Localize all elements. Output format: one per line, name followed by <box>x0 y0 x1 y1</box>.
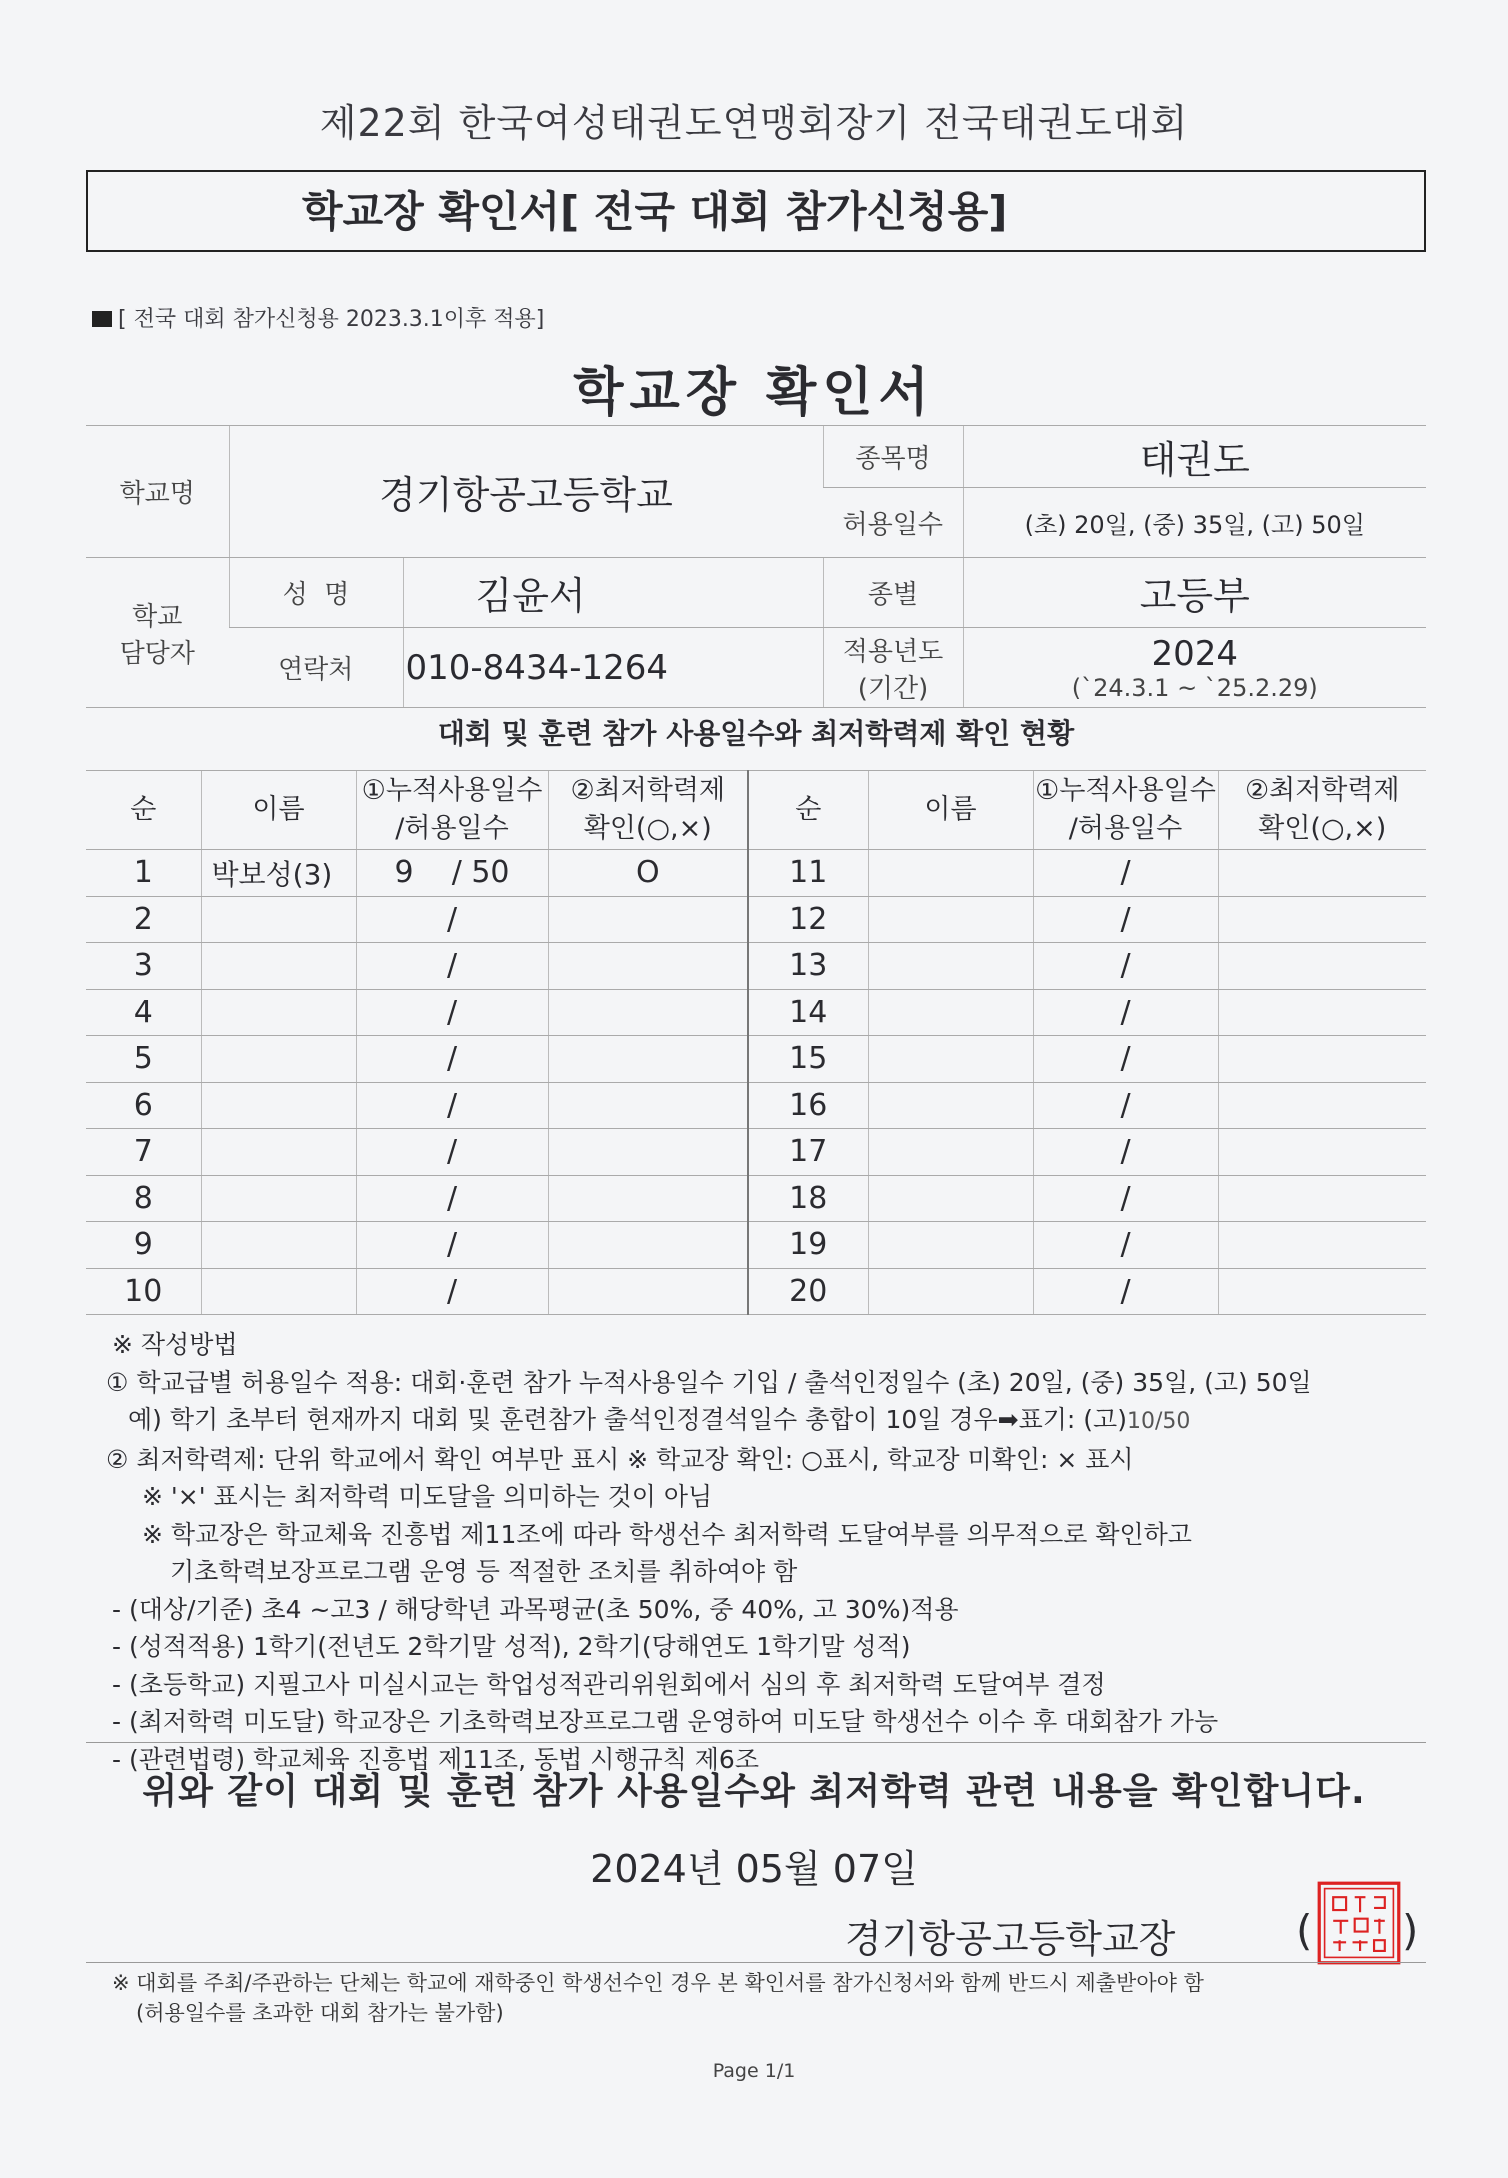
header-academic-line2: 확인(○,×) <box>583 813 712 844</box>
sport-value: 태권도 <box>963 426 1426 488</box>
row-academic <box>1218 989 1426 1036</box>
row-name <box>868 1175 1033 1222</box>
manager-name: 김윤서 <box>403 558 823 628</box>
principal-name: 경기항공고등학교장 <box>845 1917 1176 1961</box>
row-name <box>868 943 1033 990</box>
table-row <box>86 1082 1426 1129</box>
row-name <box>868 1129 1033 1176</box>
header-academic-right-line2: 확인(○,×) <box>1258 813 1387 844</box>
row-days: / <box>1033 1222 1218 1269</box>
row-days: / <box>356 1036 548 1083</box>
row-name <box>868 1036 1033 1083</box>
row-number: 10 <box>86 1268 201 1315</box>
instruction-line: - (최저학력 미도달) 학교장은 기초학력보장프로그램 운영하여 미도달 학생선수 이수 후 대회참가 가능 <box>112 1707 1219 1736</box>
header-days <box>356 771 548 850</box>
row-days: / <box>356 943 548 990</box>
row-days: / <box>356 1082 548 1129</box>
row-academic <box>1218 1082 1426 1129</box>
row-number: 18 <box>748 1175 868 1222</box>
form-title-box: 학교장 확인서[ 전국 대회 참가신청용] <box>86 170 1426 252</box>
row-days: / <box>356 989 548 1036</box>
row-name <box>868 1082 1033 1129</box>
seal-paren-right: ) <box>1402 1906 1419 1955</box>
row-days: / <box>356 896 548 943</box>
row-number: 7 <box>86 1129 201 1176</box>
row-number: 5 <box>86 1036 201 1083</box>
row-academic <box>1218 1129 1426 1176</box>
event-title: 제22회 한국여성태권도연맹회장기 전국태권도대회 <box>319 101 1189 145</box>
application-note <box>92 302 544 333</box>
manager-label <box>86 558 229 708</box>
footnote <box>112 1968 1204 2028</box>
header-days-right-line1: ①누적사용일수 <box>1035 775 1216 806</box>
table-row <box>86 1268 1426 1315</box>
row-number: 15 <box>748 1036 868 1083</box>
page-number: Page 1/1 <box>712 2060 796 2082</box>
row-days: / <box>356 1129 548 1176</box>
row-academic <box>1218 1222 1426 1269</box>
row-academic <box>548 1082 748 1129</box>
table-row <box>86 1129 1426 1176</box>
header-days-right-line2: /허용일수 <box>1068 813 1183 844</box>
writing-instructions <box>106 1326 1312 1778</box>
row-name <box>868 896 1033 943</box>
row-days: / <box>1033 943 1218 990</box>
row-academic <box>548 1222 748 1269</box>
table-row <box>86 989 1426 1036</box>
header-days-line2: /허용일수 <box>395 813 509 844</box>
instruction-line: - (대상/기준) 초4 ~고3 / 해당학년 과목평균(초 50%, 중 40%, 고 30%)적용 <box>112 1594 959 1624</box>
year-cell <box>963 628 1426 708</box>
row-days: / <box>1033 1175 1218 1222</box>
sport-label: 종목명 <box>823 426 963 488</box>
allowed-days-value: (초) 20일, (중) 35일, (고) 50일 <box>963 488 1426 558</box>
manager-name-label: 성 명 <box>229 558 403 628</box>
section-title: 대회 및 훈련 참가 사용일수와 최저학력제 확인 현황 <box>437 717 1075 750</box>
confirmation-statement: 위와 같이 대회 및 훈련 참가 사용일수와 최저학력 관련 내용을 확인합니다. <box>142 1771 1366 1812</box>
category-label: 종별 <box>823 558 963 628</box>
instruction-line: - (성적적용) 1학기(전년도 2학기말 성적), 2학기(당해연도 1학기말 성적) <box>112 1632 911 1661</box>
row-academic <box>548 1268 748 1315</box>
header-days-line1: ①누적사용일수 <box>361 775 543 806</box>
row-days: / <box>1033 896 1218 943</box>
row-name <box>201 1175 356 1222</box>
header-name: 이름 <box>201 771 356 850</box>
issue-date: 2024년 05월 07일 <box>590 1847 918 1891</box>
row-name <box>868 1268 1033 1315</box>
row-name <box>201 896 356 943</box>
row-number: 2 <box>86 896 201 943</box>
row-name: 박보성(3) <box>201 850 356 897</box>
row-number: 16 <box>748 1082 868 1129</box>
table-row <box>86 896 1426 943</box>
row-days: / <box>1033 1129 1218 1176</box>
roster-header-row <box>86 771 1426 850</box>
roster-table <box>86 770 1426 1315</box>
row-academic <box>548 943 748 990</box>
row-number: 8 <box>86 1175 201 1222</box>
manager-label-line1: 학교 <box>132 601 183 632</box>
square-bullet-icon <box>92 311 112 327</box>
row-academic <box>1218 896 1426 943</box>
divider <box>86 1742 1426 1743</box>
row-days: / <box>356 1268 548 1315</box>
period-value: (`24.3.1 ~ `25.2.29) <box>1071 673 1318 702</box>
application-note-text: [ 전국 대회 참가신청용 2023.3.1이후 적용] <box>118 307 545 332</box>
row-number: 3 <box>86 943 201 990</box>
footnote-line: (허용일수를 초과한 대회 참가는 불가함) <box>136 2001 504 2025</box>
row-academic <box>548 896 748 943</box>
row-academic <box>1218 1175 1426 1222</box>
year-label-line2: (기간) <box>857 673 929 704</box>
instruction-line: ※ 학교장은 학교체육 진흥법 제11조에 따라 학생선수 최저학력 도달여부를 의무적으로 확인하고 <box>142 1519 1192 1549</box>
divider <box>86 1962 1426 1963</box>
row-academic <box>1218 850 1426 897</box>
row-academic <box>548 1036 748 1083</box>
instruction-line: ※ '×' 표시는 최저학력 미도달을 의미하는 것이 아님 <box>142 1482 713 1511</box>
row-name <box>201 1129 356 1176</box>
row-name <box>868 989 1033 1036</box>
row-name <box>868 1222 1033 1269</box>
manager-label-line2: 담당자 <box>119 638 195 669</box>
table-row <box>86 1222 1426 1269</box>
row-academic: O <box>548 850 748 897</box>
row-number: 9 <box>86 1222 201 1269</box>
row-days: / <box>1033 1036 1218 1083</box>
header-academic-line1: ②최저학력제 <box>570 775 726 806</box>
instruction-line: ② 최저학력제: 단위 학교에서 확인 여부만 표시 ※ 학교장 확인: ○표시, 학교장 미확인: × 표시 <box>106 1444 1134 1474</box>
row-days: / <box>1033 1082 1218 1129</box>
school-label: 학교명 <box>86 426 229 558</box>
category-value: 고등부 <box>963 558 1426 628</box>
instruction-example-text: 예) 학기 초부터 현재까지 대회 및 훈련참가 출석인정결석일수 총합이 10일 경우➡표기: (고) <box>128 1405 1127 1434</box>
instruction-line: - (초등학교) 지필고사 미실시교는 학업성적관리위원회에서 심의 후 최저학력 도달여부 결정 <box>112 1669 1106 1699</box>
year-value: 2024 <box>1151 633 1239 674</box>
header-days-right <box>1033 771 1218 850</box>
school-info-table <box>86 425 1426 708</box>
row-academic <box>1218 1268 1426 1315</box>
table-row <box>86 1036 1426 1083</box>
row-number: 13 <box>748 943 868 990</box>
contact-value: 010-8434-1264 <box>403 628 823 708</box>
row-days: / <box>1033 989 1218 1036</box>
school-seal-icon <box>1316 1880 1402 1966</box>
row-number: 11 <box>748 850 868 897</box>
header-academic <box>548 771 748 850</box>
row-name <box>201 943 356 990</box>
row-days: / <box>356 1222 548 1269</box>
allowed-days-label: 허용일수 <box>823 488 963 558</box>
row-number: 14 <box>748 989 868 1036</box>
seal-paren-left: ( <box>1296 1906 1313 1955</box>
row-name <box>868 850 1033 897</box>
row-number: 19 <box>748 1222 868 1269</box>
row-academic <box>548 989 748 1036</box>
row-name <box>201 1268 356 1315</box>
table-row <box>86 943 1426 990</box>
table-row <box>86 850 1426 897</box>
header-academic-right <box>1218 771 1426 850</box>
row-name <box>201 1082 356 1129</box>
row-number: 17 <box>748 1129 868 1176</box>
row-number: 1 <box>86 850 201 897</box>
year-label <box>823 628 963 708</box>
school-name: 경기항공고등학교 <box>229 426 823 558</box>
instruction-line: - (관련법령) 학교체육 진흥법 제11조, 동법 시행규칙 제6조 <box>112 1744 759 1774</box>
row-number: 12 <box>748 896 868 943</box>
row-days: / <box>1033 850 1218 897</box>
row-academic <box>548 1129 748 1176</box>
row-academic <box>1218 943 1426 990</box>
row-name <box>201 1222 356 1269</box>
header-academic-right-line1: ②최저학력제 <box>1244 775 1400 806</box>
row-academic <box>1218 1036 1426 1083</box>
table-row <box>86 1175 1426 1222</box>
row-number: 6 <box>86 1082 201 1129</box>
row-days: / <box>1033 1268 1218 1315</box>
row-name <box>201 989 356 1036</box>
instructions-title: ※ 작성방법 <box>112 1330 238 1359</box>
row-name <box>201 1036 356 1083</box>
row-number: 20 <box>748 1268 868 1315</box>
instruction-example-value: 10/50 <box>1126 1409 1191 1434</box>
row-academic <box>548 1175 748 1222</box>
row-number: 4 <box>86 989 201 1036</box>
footnote-line: ※ 대회를 주최/주관하는 단체는 학교에 재학중인 학생선수인 경우 본 확인서를 참가신청서와 함께 반드시 제출받아야 함 <box>112 1971 1204 1995</box>
header-no-right: 순 <box>748 771 868 850</box>
row-days: / <box>356 1175 548 1222</box>
year-label-line1: 적용년도 <box>842 636 944 667</box>
instruction-line: ① 학교급별 허용일수 적용: 대회·훈련 참가 누적사용일수 기입 / 출석인정일수 (초) 20일, (중) 35일, (고) 50일 <box>106 1367 1312 1397</box>
contact-label: 연락처 <box>229 628 403 708</box>
row-days: 9 / 50 <box>356 850 548 897</box>
instruction-example <box>112 1401 1312 1441</box>
header-no: 순 <box>86 771 201 850</box>
instruction-line: 기초학력보장프로그램 운영 등 적절한 조치를 취하여야 함 <box>170 1557 798 1586</box>
header-name-right: 이름 <box>868 771 1033 850</box>
main-title: 학교장 확인서 <box>573 363 935 423</box>
